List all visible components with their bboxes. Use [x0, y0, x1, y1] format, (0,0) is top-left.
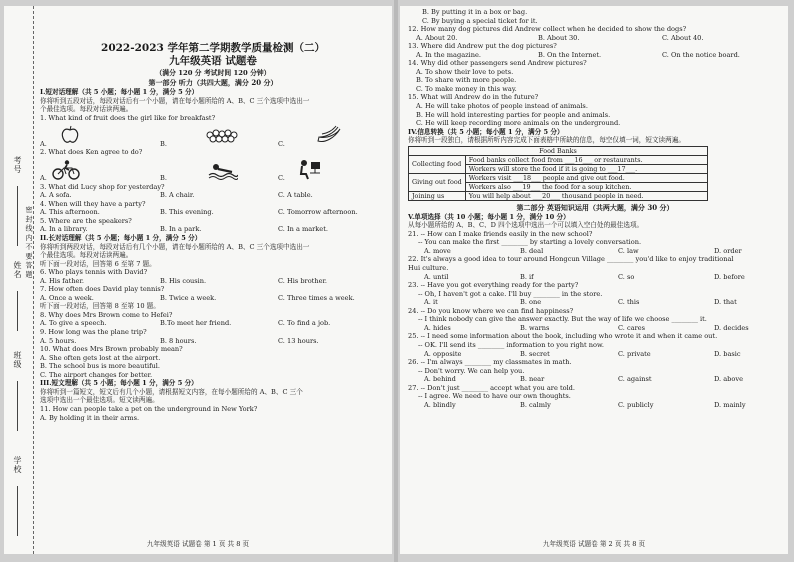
option-b: B. near — [520, 375, 545, 384]
binding-strip — [4, 6, 34, 554]
question-10: 10. What does Mrs Brown probably mean? — [40, 345, 183, 354]
question-2: 2. What does Ken agree to do? — [40, 148, 143, 157]
seal-line-text: 密 封 线 内 不 要 答 题 — [25, 206, 33, 278]
option-c: C. against — [618, 375, 652, 384]
option-a: A. opposite — [424, 349, 462, 358]
section-2-note-1: 听下面一段对话，回答第 6 至第 7 题。 — [40, 259, 156, 268]
option-d: D. before — [714, 272, 745, 281]
question-5-options — [40, 225, 386, 234]
question-24-response: -- I think nobody can give the answer exactly. But the way of life we choose ________ it. — [418, 315, 707, 324]
question-11: 11. How can people take a pet on the underground in New York? — [40, 404, 258, 413]
question-27: 27. -- Don't just ________ accept what you are told. — [408, 383, 576, 392]
option-a: A. To give a speech. — [40, 319, 107, 328]
score-info: （满分 120 分 考试时间 120 分钟） — [155, 69, 271, 77]
question-7: 7. How often does David play tennis? — [40, 285, 165, 294]
question-4: 4. When will they have a party? — [40, 199, 146, 208]
option-b: B. secret — [520, 349, 550, 358]
food-banks-table — [408, 146, 708, 201]
option-a: A. This afternoon. — [40, 208, 100, 217]
option-c: C. On the notice board. — [662, 50, 740, 59]
row-line: Workers also ___19___ the food for a soup kitchen. — [465, 182, 707, 191]
section-1-heading: I.短对话理解（共 5 小题；每小题 1 分，满分 5 分） — [40, 88, 199, 96]
question-22-options — [408, 273, 782, 282]
row-line: Food banks collect food from ___16___ or restaurants. — [465, 155, 707, 164]
question-14-option-b: B. To share with more people. — [416, 76, 517, 85]
question-10-option-a: A. She often gets lost at the airport. — [40, 353, 161, 362]
page-2-content — [408, 8, 782, 409]
option-a: A. move — [424, 246, 451, 255]
option-d: D. mainly — [714, 400, 746, 409]
row-label: Giving out food — [409, 173, 466, 191]
option-b: B. On the Internet. — [538, 50, 602, 59]
question-10-option-b: B. The school bus is more beautiful. — [40, 362, 161, 371]
option-a: A. until — [424, 272, 449, 281]
question-2-pictures — [40, 157, 386, 183]
section-2-instruction: 你将听到两段对话，每段对话后有几个小题，请在每小题所给的 A、B、C 三个选项中选出一 — [40, 242, 310, 251]
question-3: 3. What did Lucy shop for yesterday? — [40, 182, 165, 191]
question-23-options — [408, 298, 782, 307]
page-2-footer: 九年级英语 试题卷 第 2 页 共 8 页 — [542, 540, 646, 548]
option-c: C. publicly — [618, 400, 654, 409]
cycling-icon — [52, 160, 80, 180]
question-21-response: -- You can make the first ________ by starting a lovely conversation. — [418, 238, 642, 247]
table-row — [409, 155, 708, 164]
question-15-option-a: A. He will take photos of people instead of animals. — [416, 102, 588, 111]
table-row — [409, 191, 708, 200]
class-line — [17, 381, 18, 431]
q2-label-a: A. — [40, 174, 47, 183]
question-11-option-a: A. By holding it in their arms. — [40, 413, 140, 422]
option-b: B. if — [520, 272, 534, 281]
option-c: C. His brother. — [278, 276, 328, 285]
question-9-options — [40, 337, 386, 346]
question-21-options — [408, 247, 782, 256]
option-a: A. His father. — [40, 276, 84, 285]
option-a: A. A sofa. — [40, 191, 72, 200]
question-14-option-a: A. To show their love to pets. — [416, 67, 514, 76]
row-line: Workers will store the food if it is going to ___17___. — [465, 164, 707, 173]
question-26: 26. -- I'm always ________ my classmates in math. — [408, 358, 572, 367]
grapes-icon — [206, 127, 238, 145]
option-d: D. above — [714, 375, 743, 384]
apple-icon — [60, 125, 80, 145]
row-line: You will help about ___20___ thousand people in need. — [465, 191, 707, 200]
question-1-pictures — [40, 122, 386, 148]
option-c: C. law — [618, 246, 639, 255]
q1-label-a: A. — [40, 139, 47, 148]
question-15: 15. What will Andrew do in the future? — [408, 93, 539, 102]
option-c: C. this — [618, 298, 640, 307]
option-b: B. 8 hours. — [160, 336, 197, 345]
question-11-option-c: C. By buying a special ticket for it. — [422, 16, 538, 25]
section-1-instruction: 你将听到五段对话，每段对话后有一个小题，请在每小题所给的 A、B、C 三个选项中选出一 — [40, 96, 310, 105]
section-3-instruction-cont: 选项中选出一个最佳选项。短文读两遍。 — [40, 396, 159, 405]
option-b: B. About 30. — [538, 33, 580, 42]
question-14: 14. Why did other passengers send Andrew pictures? — [408, 59, 587, 68]
question-1: 1. What kind of fruit does the girl like for breakfast? — [40, 113, 216, 122]
section-4-heading: IV.信息转换（共 5 小题；每小题 1 分，满分 5 分） — [408, 127, 564, 136]
question-24-options — [408, 324, 782, 333]
part-2-heading: 第二部分 英语知识运用（共两大题，满分 30 分） — [516, 202, 674, 212]
question-7-options — [40, 294, 386, 303]
option-a: A. 5 hours. — [40, 336, 77, 345]
name-label: 姓名 — [13, 261, 22, 279]
school-label: 学校 — [13, 456, 22, 474]
option-c: C. Tomorrow afternoon. — [278, 208, 358, 217]
question-25: 25. -- I need some information about the book, including who wrote it and when it came out. — [408, 332, 718, 341]
option-c: C. Three times a week. — [278, 293, 355, 302]
question-8-options — [40, 319, 386, 328]
question-9: 9. How long was the plane trip? — [40, 328, 147, 337]
option-c: C. so — [618, 272, 635, 281]
section-2-instruction-cont: 个最佳选项。每段对话读两遍。 — [40, 251, 133, 260]
school-line — [17, 486, 18, 536]
question-5: 5. Where are the speakers? — [40, 216, 132, 225]
section-2-note-2: 听下面一段对话，回答第 8 至第 10 题。 — [40, 302, 160, 311]
question-14-option-c: C. To make money in this way. — [416, 84, 517, 93]
row-line: Workers visit ___18___ people and give out food. — [465, 173, 707, 182]
question-25-response: -- OK. I'll send its ________ information to you right now. — [418, 340, 604, 349]
question-22-cont: Hui culture. — [408, 264, 449, 273]
exam-page-2 — [400, 6, 788, 554]
option-d: D. decides — [714, 323, 749, 332]
section-4-instruction: 你将听到一段独白，请根据所听内容完成下面表格中所缺的信息，每空仅填一词，短文读两遍。 — [408, 136, 685, 145]
question-13: 13. Where did Andrew put the dog pictures? — [408, 42, 557, 51]
exam-no-line — [17, 186, 18, 246]
swimming-icon — [208, 160, 238, 180]
exam-subtitle: 九年级英语 试题卷 — [169, 55, 257, 67]
option-b: B.To meet her friend. — [160, 319, 232, 328]
question-15-option-c: C. He will keep recording more animals on the underground. — [416, 119, 621, 128]
question-23-response: -- Oh, I haven't got a cake. I'll buy ________ in the store. — [418, 289, 603, 298]
q2-label-c: C. — [278, 174, 285, 183]
option-b: B. Twice a week. — [160, 293, 217, 302]
question-12-options — [408, 34, 782, 43]
q2-label-b: B. — [160, 174, 167, 183]
section-3-heading: III.短文理解（共 5 小题；每小题 1 分，满分 5 分） — [40, 379, 198, 388]
row-label: Joining us — [409, 191, 466, 200]
question-26-response: -- Don't worry. We can help you. — [418, 366, 525, 375]
question-26-options — [408, 375, 782, 384]
q1-label-c: C. — [278, 139, 285, 148]
question-3-options — [40, 191, 386, 200]
question-4-options — [40, 208, 386, 217]
question-6-options — [40, 277, 386, 286]
question-22: 22. It's always a good idea to tour around Hongcun Village ________ you'd like to enjoy traditional — [408, 255, 734, 264]
banana-icon — [316, 125, 342, 145]
table-row — [409, 173, 708, 182]
option-c: C. private — [618, 349, 651, 358]
class-label: 班级 — [13, 351, 22, 369]
option-d: D. basic — [714, 349, 741, 358]
option-c: C. cares — [618, 323, 646, 332]
question-10-option-c: C. The airport changes for better. — [40, 370, 153, 379]
option-a: A. behind — [424, 375, 456, 384]
section-1-instruction-cont: 个最佳选项。每段对话读两遍。 — [40, 105, 133, 114]
page-1-content — [40, 8, 386, 422]
option-b: B. This evening. — [160, 208, 214, 217]
option-a: A. hides — [424, 323, 451, 332]
question-8: 8. Why does Mrs Brown come to Hefei? — [40, 310, 173, 319]
page-1-footer: 九年级英语 试题卷 第 1 页 共 8 页 — [146, 540, 250, 548]
option-b: B. deal — [520, 246, 544, 255]
table-title: Food Banks — [409, 146, 708, 155]
section-3-instruction: 你将听到一篇短文，短文后有几个小题，请根据短文内容，在每小题所给的 A、B、C 三个 — [40, 387, 303, 396]
option-b: B. warns — [520, 323, 550, 332]
computer-user-icon — [298, 158, 322, 180]
name-line — [17, 291, 18, 331]
option-a: A. About 20. — [416, 33, 458, 42]
question-12: 12. How many dog pictures did Andrew collect when he decided to show the dogs? — [408, 25, 687, 34]
question-23: 23. -- Have you got everything ready for the party? — [408, 281, 579, 290]
option-b: B. one — [520, 298, 542, 307]
option-a: A. it — [424, 298, 438, 307]
option-b: B. calmly — [520, 400, 551, 409]
option-a: A. blindly — [424, 400, 456, 409]
row-label: Collecting food — [409, 155, 466, 173]
question-13-options — [408, 51, 782, 60]
section-5-instruction: 从每小题所给的 A、B、C、D 四个选项中选出一个可以填入空白处的最佳选项。 — [408, 221, 644, 230]
question-15-option-b: B. He will hold interesting parties for people and animals. — [416, 110, 611, 119]
q1-label-b: B. — [160, 139, 167, 148]
question-27-options — [408, 401, 782, 410]
option-d: D. that — [714, 298, 737, 307]
page-fold — [394, 0, 398, 562]
option-a: A. In a library. — [40, 225, 88, 234]
option-d: D. order — [714, 246, 742, 255]
question-11-option-b: B. By putting it in a box or bag. — [422, 8, 528, 16]
part-1-heading: 第一部分 听力（共四大题，满分 20 分） — [148, 78, 278, 87]
question-27-response: -- I agree. We need to have our own thoughts. — [418, 392, 571, 401]
section-5-heading: V.单项选择（共 10 小题；每小题 1 分，满分 10 分） — [408, 212, 570, 221]
exam-title: 2022-2023 学年第二学期教学质量检测（二） — [101, 42, 325, 54]
question-24: 24. -- Do you know where we can find happiness? — [408, 306, 574, 315]
question-25-options — [408, 350, 782, 359]
option-b: B. In a park. — [160, 225, 202, 234]
exam-no-label: 考号 — [13, 156, 22, 174]
option-b: B. A chair. — [160, 191, 195, 200]
exam-page-1 — [4, 6, 392, 554]
question-21: 21. -- How can I make friends easily in the new school? — [408, 229, 593, 238]
option-c: C. About 40. — [662, 33, 704, 42]
option-c: C. In a market. — [278, 225, 328, 234]
section-2-heading: II.长对话理解（共 5 小题；每小题 1 分，满分 5 分） — [40, 234, 202, 243]
option-c: C. A table. — [278, 191, 313, 200]
option-a: A. Once a week. — [40, 293, 94, 302]
question-6: 6. Who plays tennis with David? — [40, 268, 148, 277]
option-b: B. His cousin. — [160, 276, 207, 285]
option-c: C. 13 hours. — [278, 336, 319, 345]
option-c: C. To find a job. — [278, 319, 331, 328]
option-a: A. In the magazine. — [416, 50, 481, 59]
